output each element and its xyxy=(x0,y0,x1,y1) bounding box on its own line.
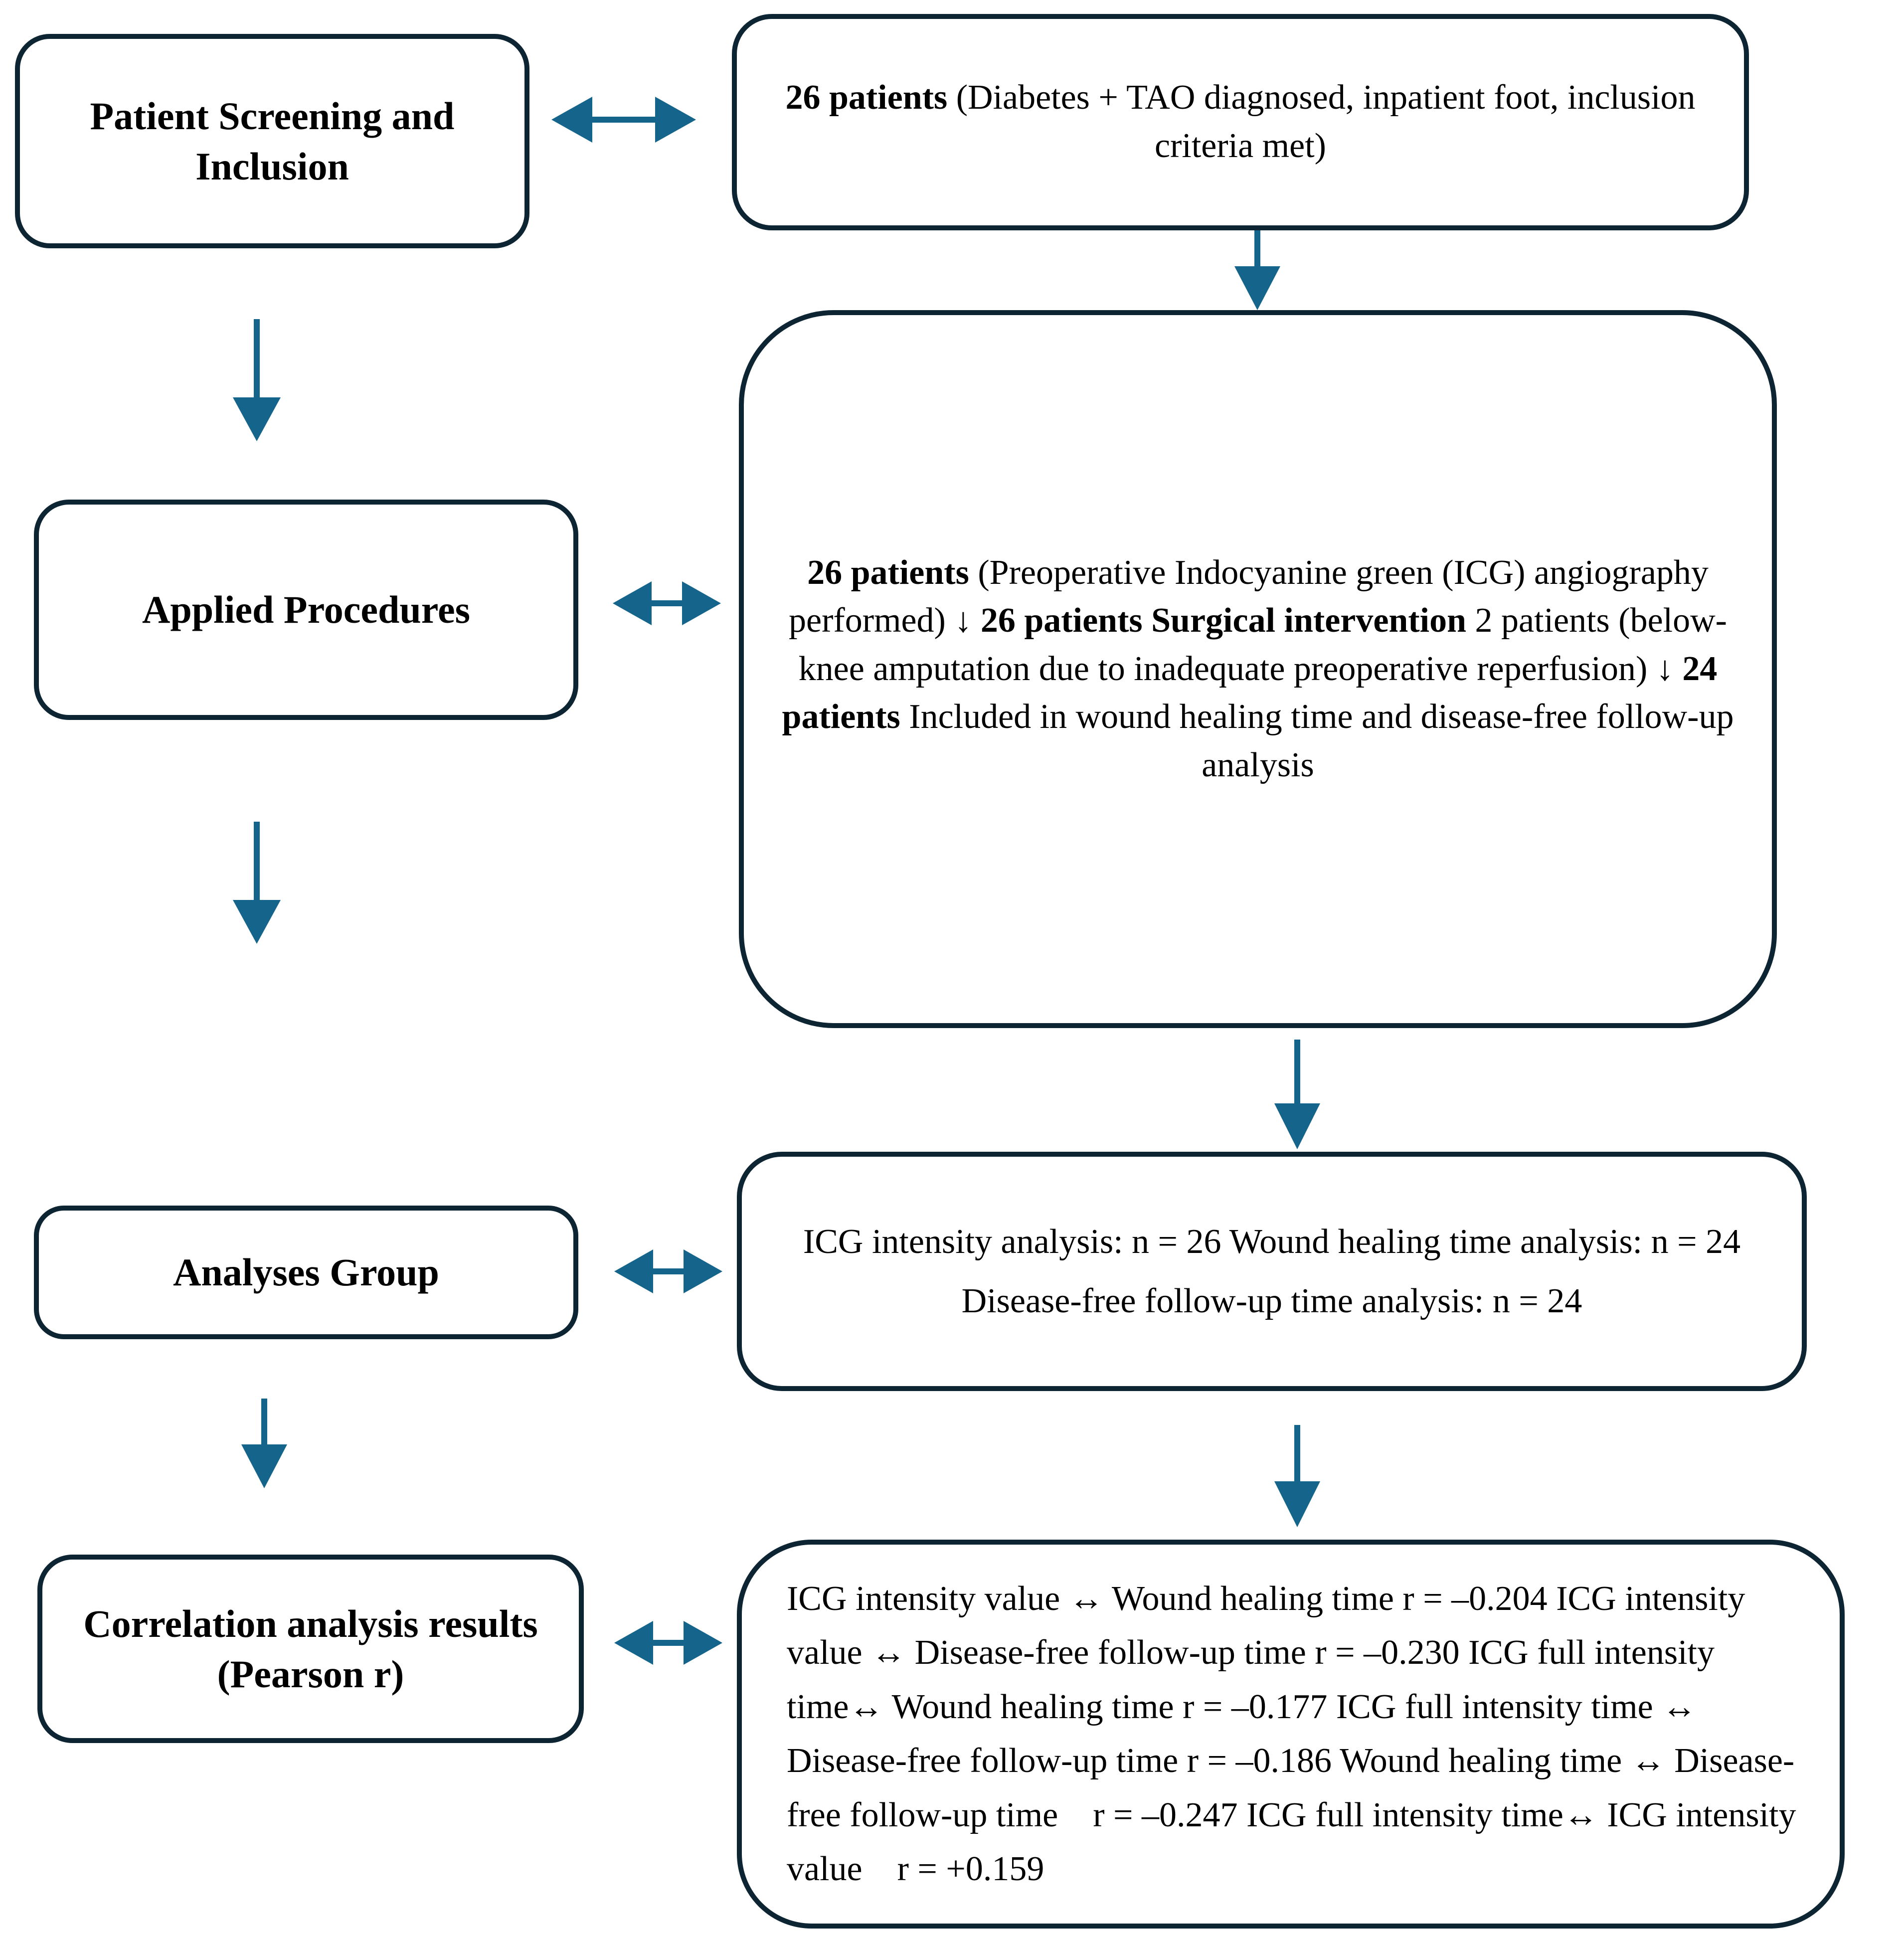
screening-detail-box xyxy=(732,14,1749,230)
correlation-line-1: ICG intensity value ↔ Wound healing time r = –0.204 xyxy=(787,1579,1548,1618)
surgical-intervention-label: Surgical intervention xyxy=(1151,601,1467,640)
double-arrow-icon xyxy=(548,90,699,150)
followup-patient-count: 24 patients xyxy=(782,649,1718,736)
amputation-text: 2 patients (below-knee amputation due to inadequate preoperative reperfusion) xyxy=(798,601,1727,688)
applied-procedures-box xyxy=(34,500,578,720)
double-arrow-icon xyxy=(612,1613,724,1673)
disease-free-analysis-line: Disease-free follow-up time analysis: n = 24 xyxy=(961,1282,1582,1320)
analyses-detail-box xyxy=(737,1152,1807,1391)
correlation-results-box xyxy=(37,1555,584,1743)
procedures-detail-box xyxy=(739,310,1777,1028)
double-arrow-icon xyxy=(612,1241,724,1301)
followup-analysis-text: Included in wound healing time and disease-free follow-up analysis xyxy=(909,698,1734,784)
down-arrow-icon xyxy=(227,822,287,944)
icg-intensity-analysis-line: ICG intensity analysis: n = 26 xyxy=(803,1223,1221,1261)
down-arrow-icon xyxy=(234,1399,294,1488)
down-arrow-glyph: ↓ xyxy=(954,601,972,640)
down-arrow-icon xyxy=(1267,1040,1327,1149)
correlation-detail-box xyxy=(737,1540,1845,1929)
applied-procedures-label: Applied Procedures xyxy=(142,588,470,632)
analyses-group-label: Analyses Group xyxy=(173,1250,439,1294)
correlation-line-3: ICG full intensity time↔ Wound healing time r = –0.177 xyxy=(787,1633,1724,1726)
screening-patient-count: 26 patients xyxy=(785,78,948,117)
wound-healing-analysis-line: Wound healing time analysis: n = 24 xyxy=(1229,1223,1741,1261)
analyses-group-box xyxy=(34,1206,578,1339)
correlation-line-5: Wound healing time ↔ Disease-free follow-up time r = –0.247 xyxy=(787,1742,1795,1834)
icg-patient-count: 26 patients xyxy=(807,553,969,592)
surgery-patient-count: 26 patients xyxy=(980,601,1143,640)
down-arrow-icon xyxy=(1227,230,1287,310)
correlation-line-2: ICG intensity value ↔ Disease-free follow-up time r = –0.230 xyxy=(787,1579,1754,1672)
correlation-results-label: Correlation analysis results (Pearson r) xyxy=(83,1601,538,1696)
down-arrow-icon xyxy=(227,319,287,441)
double-arrow-icon xyxy=(611,573,723,633)
down-arrow-icon xyxy=(1267,1425,1327,1527)
icg-angiography-text: (Preoperative Indocyanine green (ICG) angiography performed) xyxy=(789,553,1709,640)
down-arrow-glyph: ↓ xyxy=(1656,649,1674,688)
patient-screening-box xyxy=(15,34,529,248)
screening-criteria-text: (Diabetes + TAO diagnosed, inpatient foot, inclusion criteria met) xyxy=(956,78,1696,165)
correlation-line-6: ICG full intensity time↔ ICG intensity value r = +0.159 xyxy=(787,1795,1805,1888)
correlation-line-4: ICG full intensity time ↔ Disease-free follow-up time r = –0.186 xyxy=(787,1687,1706,1780)
patient-screening-label: Patient Screening and Inclusion xyxy=(90,94,455,188)
